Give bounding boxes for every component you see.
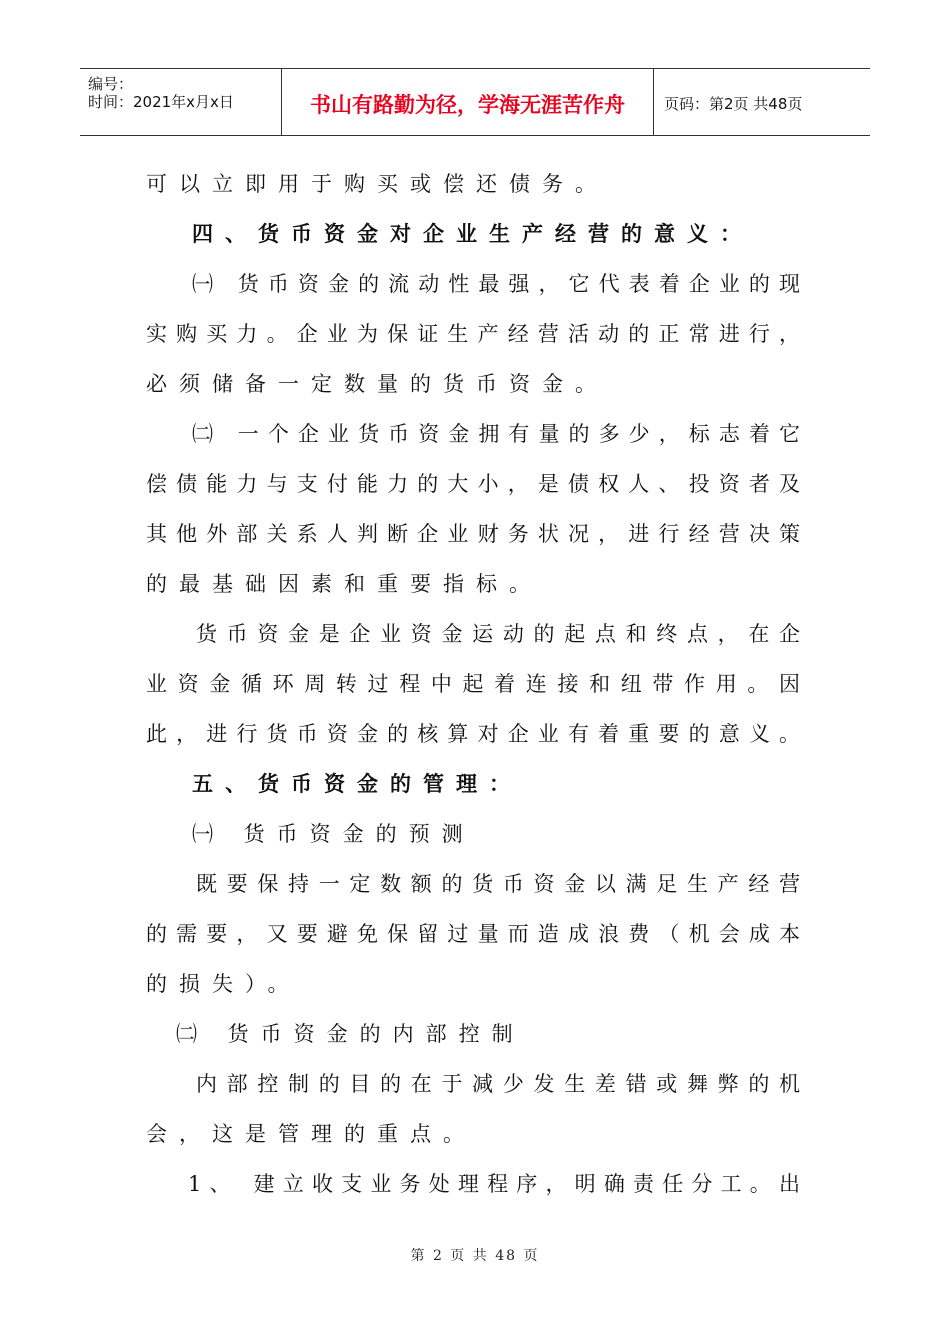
- header-motto-cell: [282, 69, 654, 135]
- body-line: 内部控制的目的在于减少发生差错或舞弊的机: [196, 1072, 800, 1096]
- document-number-label: 编号：: [88, 75, 134, 93]
- body-line: 既要保持一定数额的货币资金以满足生产经营: [196, 872, 800, 896]
- header-meta: [80, 69, 282, 135]
- header-page-cell: [654, 69, 870, 135]
- subheading: ㈠ 货币资金的预测: [192, 822, 475, 846]
- page-header: [80, 68, 870, 136]
- body-line: 实购买力。企业为保证生产经营活动的正常进行，: [146, 322, 800, 346]
- body-line: 偿债能力与支付能力的大小，是债权人、投资者及: [146, 472, 800, 496]
- body-line: 必须储备一定数量的货币资金。: [146, 372, 608, 396]
- header-page-info: 页码：第2页 共48页: [664, 94, 803, 113]
- body-line: 的需要，又要避免保留过量而造成浪费（机会成本: [146, 922, 800, 946]
- body-line: 1、 建立收支业务处理程序，明确责任分工。出: [188, 1172, 800, 1196]
- page-footer: 第 2 页 共 48 页: [410, 1248, 540, 1264]
- header-motto: 书山有路勤为径，学海无涯苦作舟: [310, 93, 625, 117]
- body-line: 的最基础因素和重要指标。: [146, 572, 542, 596]
- body-line: 的损失）。: [146, 972, 301, 996]
- body-line: 其他外部关系人判断企业财务状况，进行经营决策: [146, 522, 800, 546]
- body-line: 业资金循环周转过程中起着连接和纽带作用。因: [146, 672, 800, 696]
- body-line: 会，这是管理的重点。: [146, 1122, 476, 1146]
- section-heading-4: 四、货币资金对企业生产经营的意义：: [192, 222, 753, 246]
- body-line: ㈡ 一个企业货币资金拥有量的多少，标志着它: [192, 422, 800, 446]
- document-time-label: 时间：2021年x月x日: [88, 93, 234, 111]
- section-heading-5: 五、货币资金的管理：: [192, 772, 522, 796]
- body-line: ㈠ 货币资金的流动性最强，它代表着企业的现: [192, 272, 800, 296]
- body-line: 货币资金是企业资金运动的起点和终点，在企: [196, 622, 800, 646]
- body-line: 此，进行货币资金的核算对企业有着重要的意义。: [146, 722, 800, 746]
- body-line: 可以立即用于购买或偿还债务。: [146, 172, 608, 196]
- subheading: ㈡ 货币资金的内部控制: [176, 1022, 525, 1046]
